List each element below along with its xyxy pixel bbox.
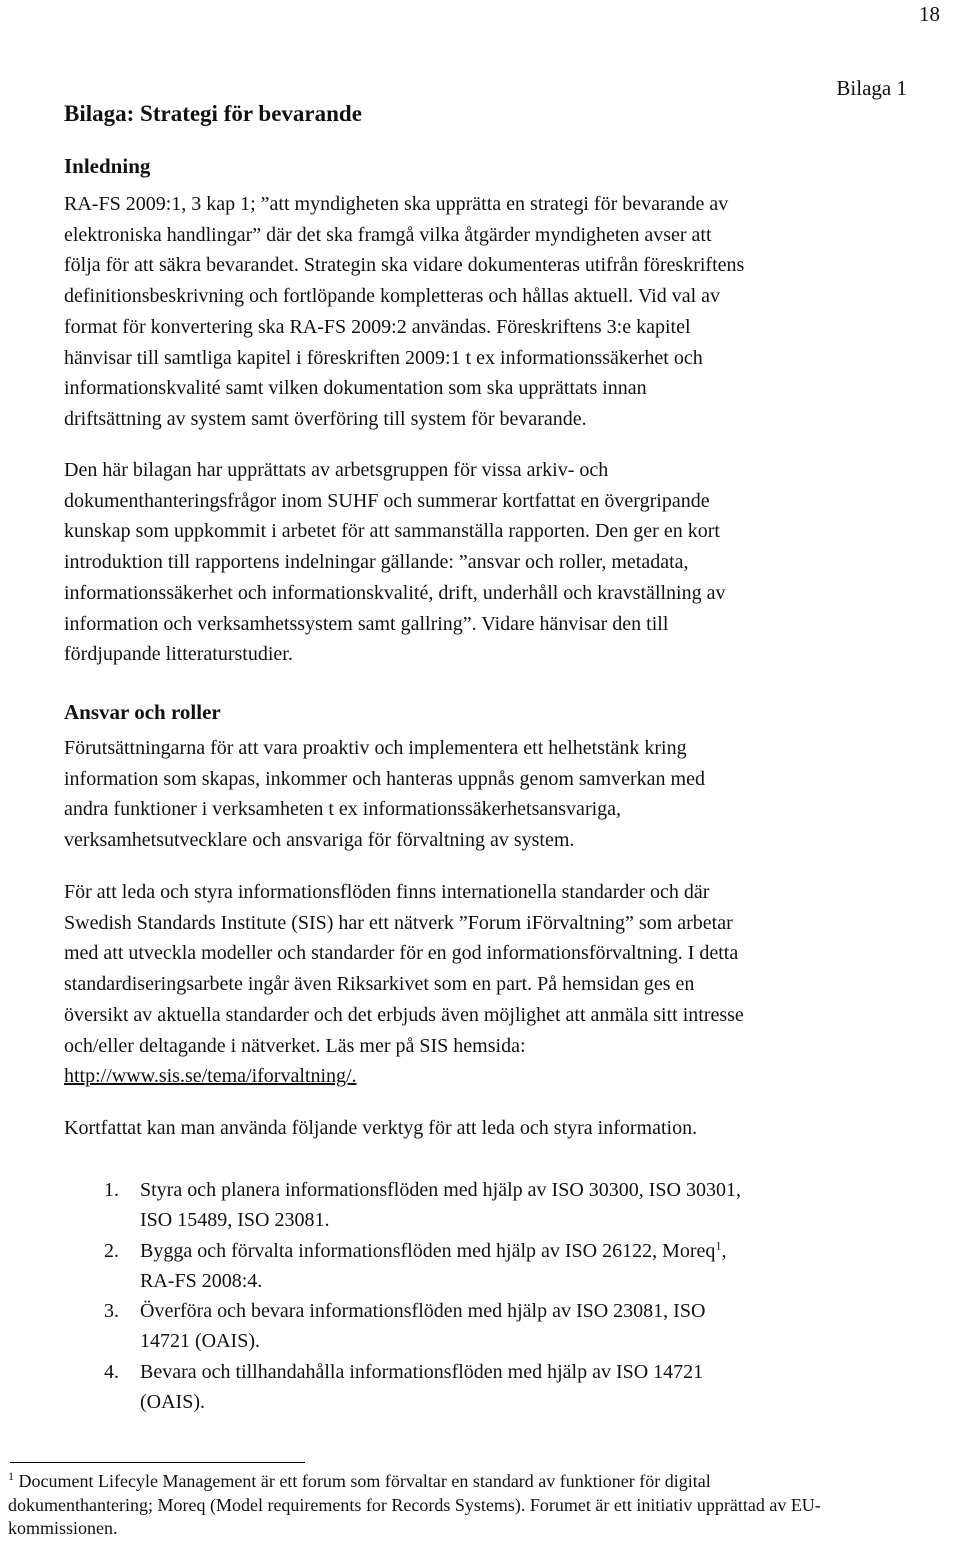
- list-item: [64, 1296, 924, 1357]
- footnote: [8, 1470, 953, 1541]
- text-line: (OAIS).: [140, 1391, 205, 1414]
- text-line: Styra och planera informationsflöden med hjälp av ISO 30300, ISO 30301,: [140, 1179, 741, 1201]
- paragraph-ansvar-1: [64, 733, 904, 856]
- page-title: Bilaga: Strategi för bevarande: [64, 101, 362, 126]
- tools-list: [64, 1175, 924, 1417]
- text-line: För att leda och styra informationsflöden finns internationella standarder och där: [64, 881, 710, 903]
- text-line: kunskap som uppkommit i arbetet för att sammanställa rapporten. Den ger en kort: [64, 520, 720, 543]
- list-item: [64, 1236, 924, 1297]
- text-fragment: Document Lifecyle Management är ett forum som förvaltar en standard av funktioner för digital: [14, 1471, 711, 1491]
- text-line: dokumenthantering; Moreq (Model requirements for Records Systems). Forumet är ett initiativ upprättad av EU-: [8, 1494, 821, 1515]
- text-line: Förutsättningarna för att vara proaktiv och implementera ett helhetstänk kring: [64, 737, 687, 759]
- list-number: 3.: [104, 1300, 119, 1323]
- list-number: 4.: [104, 1360, 119, 1383]
- text-line: hänvisar till samtliga kapitel i föreskriften 2009:1 t ex informationssäkerhet och: [64, 346, 703, 369]
- text-fragment: ,: [721, 1239, 727, 1262]
- sis-link[interactable]: http://www.sis.se/tema/iforvaltning/.: [64, 1065, 357, 1088]
- text-line: standardiseringsarbete ingår även Riksarkivet som en part. På hemsidan ges en: [64, 973, 695, 996]
- text-line: Kortfattat kan man använda följande verktyg för att leda och styra information.: [64, 1117, 698, 1139]
- text-line: följa för att säkra bevarandet. Strategin ska vidare dokumenteras utifrån föreskriftens: [64, 254, 745, 277]
- text-line: RA-FS 2009:1, 3 kap 1; ”att myndigheten ska upprätta en strategi för bevarande av: [64, 193, 729, 215]
- text-line: med att utveckla modeller och standarder för en god informationsförvaltning. I detta: [64, 942, 739, 965]
- text-line: Den här bilagan har upprättats av arbetsgruppen för vissa arkiv- och: [64, 459, 609, 481]
- text-fragment: Bygga och förvalta informationsflöden med hjälp av ISO 26122, Moreq: [140, 1239, 716, 1262]
- list-number: 2.: [104, 1239, 119, 1262]
- footnote-marker: 1: [8, 1469, 14, 1483]
- text-line: Bevara och tillhandahålla informationsflöden med hjälp av ISO 14721: [140, 1360, 704, 1383]
- text-line: informationssäkerhet och informationskvalité, drift, underhåll och kravställning av: [64, 581, 726, 604]
- text-line: definitionsbeskrivning och fortlöpande kompletteras och hållas aktuell. Vid val av: [64, 285, 721, 308]
- list-item: [64, 1357, 924, 1418]
- paragraph-inledning-1: [64, 189, 904, 435]
- text-line: elektroniska handlingar” där det ska framgå vilka åtgärder myndigheten avser att: [64, 223, 712, 246]
- text-line: kommissionen.: [8, 1518, 118, 1538]
- page-number: 18: [919, 2, 940, 26]
- text-line: översikt av aktuella standarder och det erbjuds även möjlighet att anmäla sitt intresse: [64, 1003, 744, 1026]
- text-line: information som skapas, inkommer och hanteras uppnås genom samverkan med: [64, 767, 705, 790]
- text-line: fördjupande litteraturstudier.: [64, 643, 293, 666]
- text-line: information och verksamhetssystem samt gallring”. Vidare hänvisar den till: [64, 612, 669, 635]
- footnote-divider: [10, 1462, 305, 1463]
- footnote-ref[interactable]: 1: [715, 1237, 722, 1252]
- text-line: [8, 1470, 953, 1494]
- text-line: ISO 15489, ISO 23081.: [140, 1209, 330, 1232]
- text-line: Swedish Standards Institute (SIS) har ett nätverk ”Forum iFörvaltning” som arbetar: [64, 911, 733, 934]
- text-line: Överföra och bevara informationsflöden med hjälp av ISO 23081, ISO: [140, 1300, 706, 1323]
- paragraph-inledning-2: [64, 455, 904, 670]
- text-line: andra funktioner i verksamheten t ex informationssäkerhetsansvariga,: [64, 798, 622, 821]
- heading-ansvar-och-roller: Ansvar och roller: [64, 700, 221, 724]
- text-line: informationskvalité samt vilken dokumentation som ska upprättats innan: [64, 377, 647, 400]
- text-line: RA-FS 2008:4.: [140, 1269, 263, 1292]
- text-line: driftsättning av system samt överföring till system för bevarande.: [64, 407, 587, 430]
- text-line: [140, 1236, 924, 1266]
- appendix-label: Bilaga 1: [836, 76, 907, 100]
- list-item: [64, 1175, 924, 1236]
- text-line: format för konvertering ska RA-FS 2009:2 användas. Föreskriftens 3:e kapitel: [64, 315, 691, 338]
- paragraph-verktyg-intro: [64, 1113, 904, 1144]
- heading-inledning: Inledning: [64, 154, 151, 178]
- text-line: dokumenthanteringsfrågor inom SUHF och summerar kortfattat en övergripande: [64, 489, 710, 512]
- text-line: 14721 (OAIS).: [140, 1330, 260, 1353]
- list-number: 1.: [104, 1179, 119, 1201]
- text-line: och/eller deltagande i nätverket. Läs mer på SIS hemsida:: [64, 1034, 526, 1057]
- text-line: introduktion till rapportens indelningar gällande: ”ansvar och roller, metadata,: [64, 551, 689, 574]
- text-line: verksamhetsutvecklare och ansvariga för förvaltning av system.: [64, 829, 575, 852]
- paragraph-ansvar-2: [64, 877, 904, 1092]
